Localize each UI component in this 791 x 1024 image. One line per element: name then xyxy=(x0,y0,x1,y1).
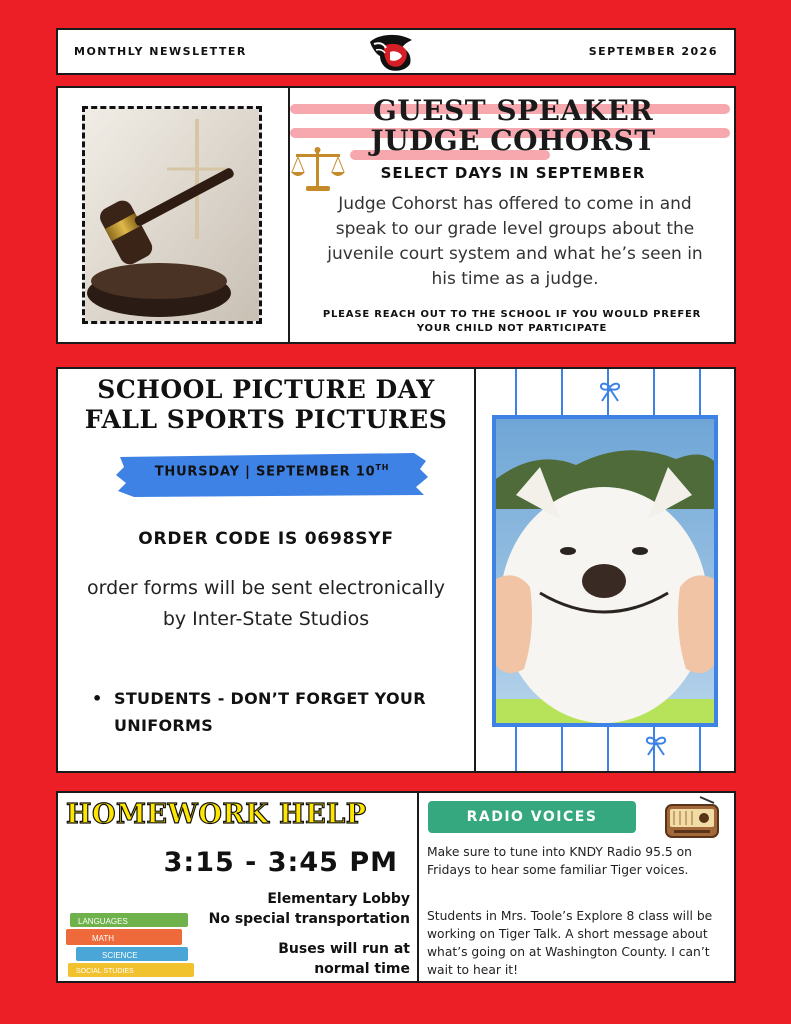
vintage-radio-icon xyxy=(664,795,720,839)
book-label: LANGUAGES xyxy=(78,917,128,926)
book-label: MATH xyxy=(92,934,115,943)
newsletter-date: SEPTEMBER 2026 xyxy=(588,45,718,58)
guest-speaker-section xyxy=(56,86,736,344)
guest-speaker-subtitle: SELECT DAYS IN SEPTEMBER xyxy=(380,164,646,182)
homework-help-time: 3:15 - 3:45 PM xyxy=(163,847,398,878)
gavel-icon xyxy=(85,109,259,321)
guest-speaker-body: Judge Cohorst has offered to come in and speak to our grade level groups about the juvenile court system and what he’s seen in his time as a judge. xyxy=(327,194,703,289)
radio-paragraph-1: Make sure to tune into KNDY Radio 95.5 on Fridays to hear some familiar Tiger voices. xyxy=(427,845,692,877)
bottom-divider xyxy=(417,793,419,981)
bottom-section xyxy=(56,791,736,983)
book-label: SCIENCE xyxy=(102,951,138,960)
tiger-head-logo-icon xyxy=(364,32,418,74)
order-code: ORDER CODE IS 0698SYF xyxy=(138,529,394,549)
newsletter-label: MONTHLY NEWSLETTER xyxy=(74,45,247,58)
guest-speaker-title: GUEST SPEAKER JUDGE COHORST xyxy=(370,94,656,157)
book-label: SOCIAL STUDIES xyxy=(76,968,134,975)
gavel-photo xyxy=(82,106,262,324)
picture-day-section: SCHOOL PICTURE DAY FALL SPORTS PICTURES THURSDAY | SEPTEMBER 10TH ORDER CODE IS 0698SYF order forms will be sent electronically by Inter-State Studios • STUDENTS - DON’T FORGET YOUR UNIFORMS xyxy=(56,367,736,773)
homework-help-buses: Buses will run at normal time xyxy=(278,941,410,977)
newsletter-header xyxy=(56,28,736,75)
picture-day-title: SCHOOL PICTURE DAY FALL SPORTS PICTURES xyxy=(84,375,448,434)
radio-paragraph-2: Students in Mrs. Toole’s Explore 8 class will be working on Tiger Talk. A short message about what’s going on at Washington County. I can’t wait to hear it! xyxy=(427,909,713,977)
smiling-dog-photo xyxy=(476,369,734,771)
homework-help-location: Elementary Lobby No special transportation xyxy=(208,891,410,927)
order-forms-text: order forms will be sent electronically by Inter-State Studios xyxy=(86,577,446,630)
book-stack-icon xyxy=(62,909,202,981)
guest-speaker-note: PLEASE REACH OUT TO THE SCHOOL IF YOU WOULD PREFER YOUR CHILD NOT PARTICIPATE xyxy=(322,309,702,334)
homework-help-title: HOMEWORK HELP xyxy=(66,799,367,830)
radio-voices-button: RADIO VOICES xyxy=(428,801,636,833)
picture-day-date: THURSDAY | SEPTEMBER 10TH xyxy=(154,463,390,480)
